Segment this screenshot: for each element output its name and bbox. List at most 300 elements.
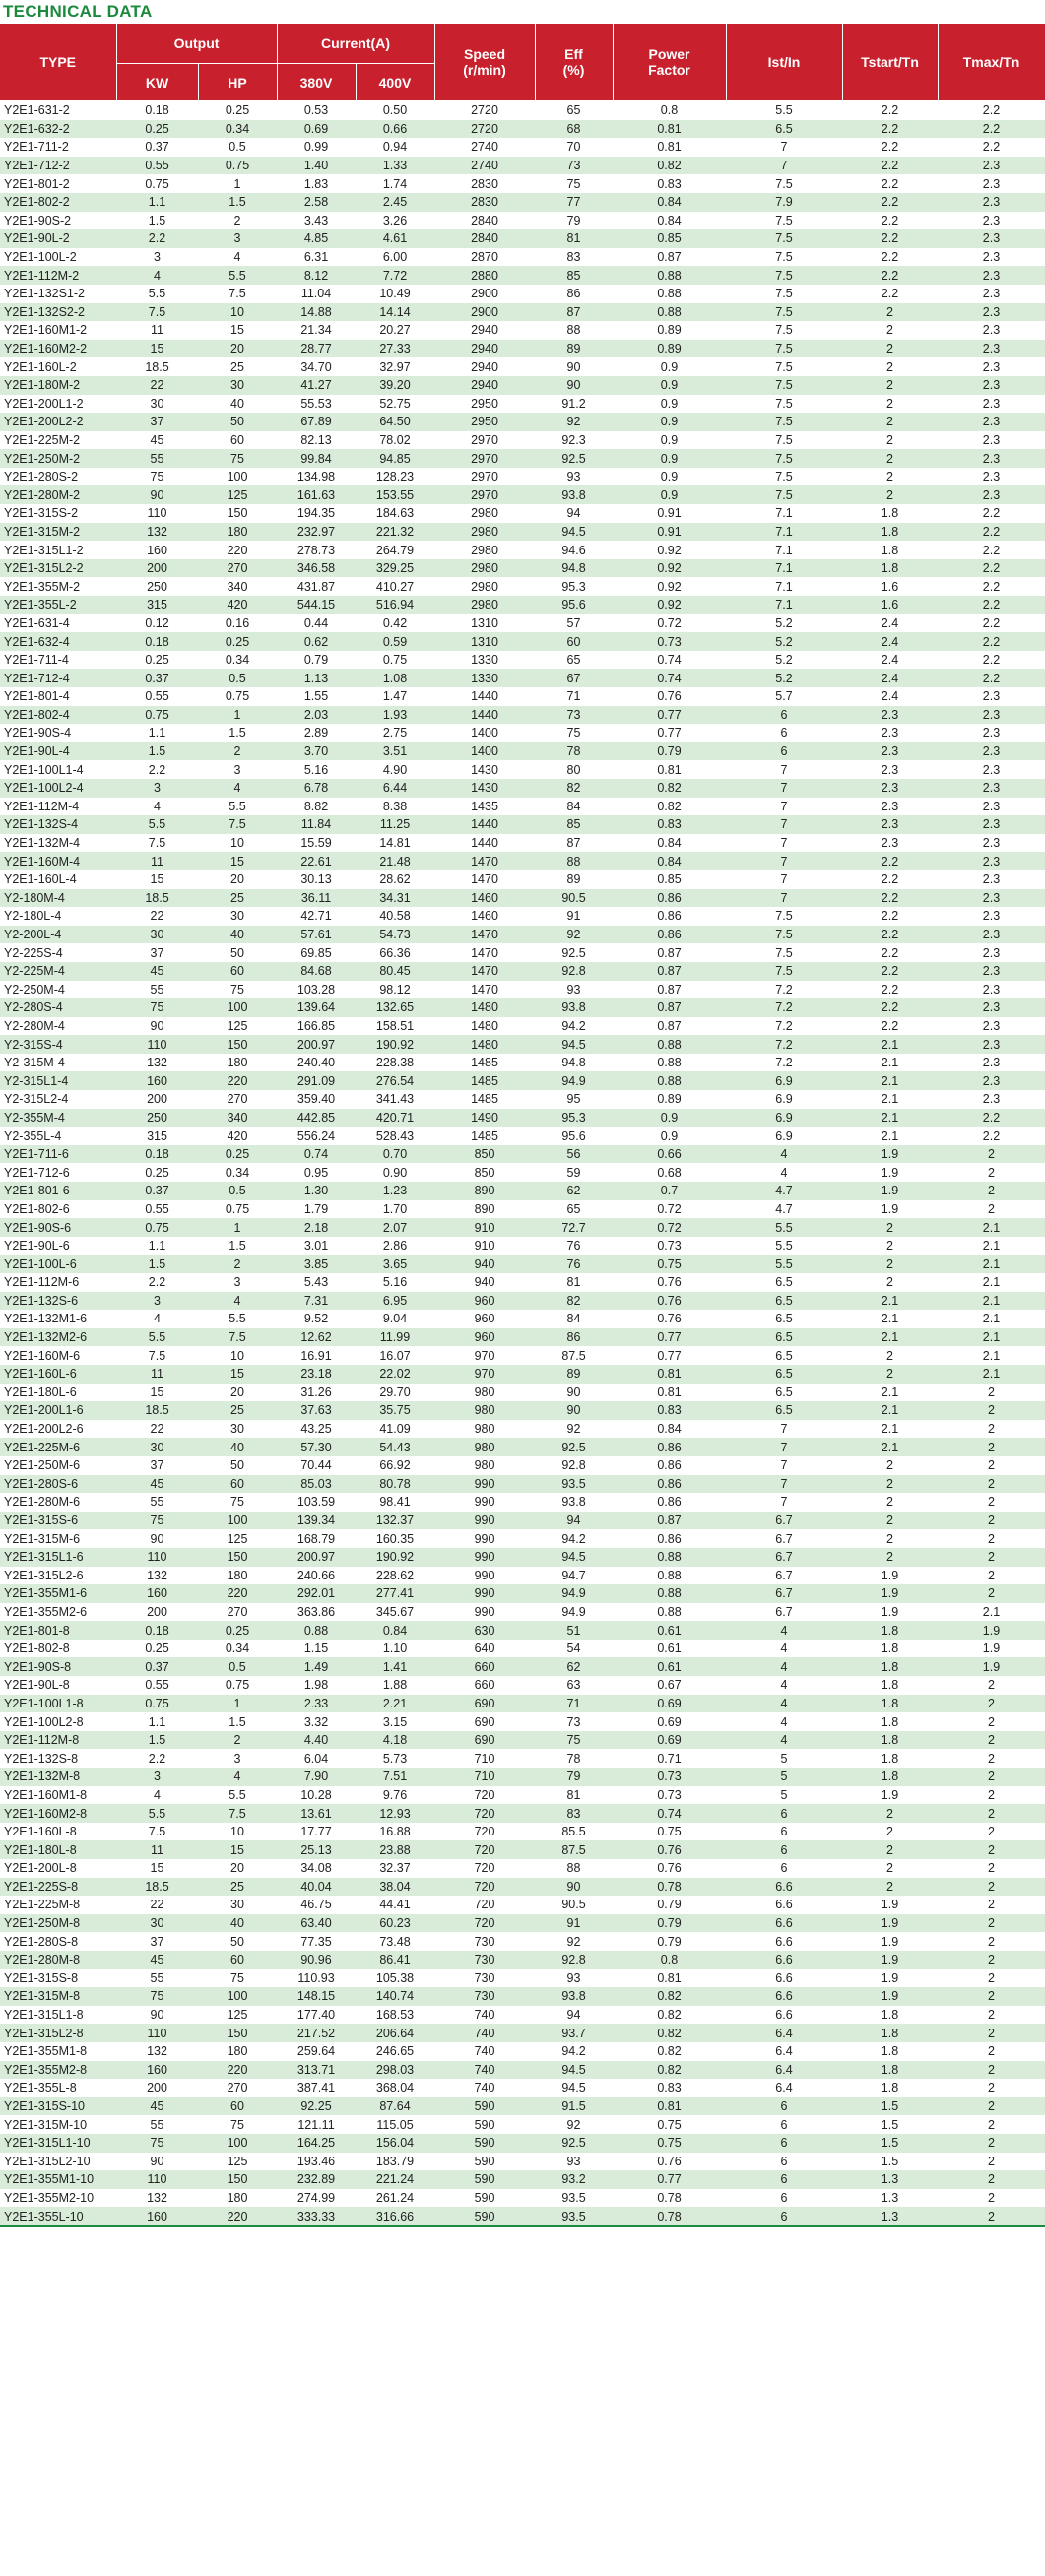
power-factor-cell: 0.69 [613,1731,726,1750]
kw-cell: 15 [116,870,198,889]
tmax-tn-cell: 2 [938,2061,1045,2080]
eff-cell: 93.8 [535,998,613,1017]
type-cell: Y2E1-132M-8 [0,1768,116,1786]
tmax-tn-cell: 2.3 [938,962,1045,981]
kw-cell: 1.5 [116,1255,198,1273]
table-row [0,2006,1045,2025]
tstart-tn-cell: 1.9 [842,1584,938,1603]
tstart-tn-cell: 2 [842,1804,938,1823]
table-row [0,1621,1045,1640]
tstart-tn-cell: 2.4 [842,687,938,706]
kw-cell: 1.1 [116,193,198,212]
power-factor-cell: 0.73 [613,632,726,651]
current-400v-cell: 1.88 [356,1676,434,1695]
speed-cell: 970 [434,1365,535,1384]
speed-cell: 2880 [434,266,535,285]
tmax-tn-cell: 2 [938,1823,1045,1841]
ist-in-cell: 7 [726,1420,842,1439]
tmax-tn-cell: 2.3 [938,193,1045,212]
tstart-tn-cell: 1.8 [842,1712,938,1731]
type-cell: Y2E1-90L-6 [0,1237,116,1256]
hp-cell: 40 [198,395,277,414]
tmax-tn-cell: 2.3 [938,1035,1045,1054]
hp-cell: 125 [198,2006,277,2025]
speed-cell: 1470 [434,852,535,870]
table-row [0,1090,1045,1109]
tmax-tn-cell: 2 [938,2207,1045,2226]
speed-cell: 660 [434,1657,535,1676]
kw-cell: 132 [116,1054,198,1072]
hp-cell: 50 [198,943,277,962]
hp-cell: 0.25 [198,1145,277,1164]
eff-header-line1: Eff [564,46,583,62]
tstart-tn-cell: 2.2 [842,101,938,120]
current-380v-cell: 8.82 [277,798,356,816]
current-380v-cell: 1.15 [277,1640,356,1658]
current-400v-cell: 9.76 [356,1786,434,1805]
hp-cell: 2 [198,1731,277,1750]
tstart-tn-cell: 2.2 [842,285,938,303]
current-400v-cell: 276.54 [356,1071,434,1090]
ist-in-cell: 7.5 [726,468,842,486]
kw-cell: 55 [116,2115,198,2134]
type-cell: Y2E1-315S-2 [0,504,116,523]
eff-cell: 93.5 [535,1475,613,1494]
tstart-tn-cell: 2 [842,449,938,468]
speed-cell: 2940 [434,376,535,395]
ist-in-cell: 6.5 [726,1401,842,1420]
hp-cell: 270 [198,1090,277,1109]
eff-cell: 92.3 [535,431,613,450]
kw-cell: 315 [116,596,198,614]
current-400v-cell: 345.67 [356,1603,434,1622]
ist-in-cell: 7.2 [726,1035,842,1054]
eff-cell: 94.8 [535,1054,613,1072]
table-row [0,1987,1045,2006]
power-factor-cell: 0.85 [613,870,726,889]
hp-cell: 0.75 [198,157,277,175]
power-factor-cell: 0.9 [613,413,726,431]
kw-cell: 22 [116,907,198,926]
table-row [0,1512,1045,1530]
table-row [0,413,1045,431]
current-380v-cell: 240.40 [277,1054,356,1072]
eff-cell: 94.5 [535,1548,613,1567]
kw-cell: 11 [116,852,198,870]
speed-cell: 2840 [434,212,535,230]
hp-cell: 0.75 [198,1200,277,1219]
power-factor-cell: 0.76 [613,1840,726,1859]
current-400v-cell: 3.65 [356,1255,434,1273]
power-factor-cell: 0.9 [613,431,726,450]
type-cell: Y2E1-315M-10 [0,2115,116,2134]
tmax-tn-cell: 2 [938,2079,1045,2097]
type-cell: Y2E1-160L-8 [0,1823,116,1841]
current-400v-cell: 1.41 [356,1657,434,1676]
tstart-tn-cell: 2.1 [842,1090,938,1109]
power-factor-cell: 0.75 [613,1823,726,1841]
type-cell: Y2-180M-4 [0,889,116,908]
power-factor-cell: 0.61 [613,1657,726,1676]
kw-cell: 2.2 [116,1749,198,1768]
power-factor-cell: 0.78 [613,1878,726,1897]
type-cell: Y2-225M-4 [0,962,116,981]
tmax-tn-cell: 2 [938,2006,1045,2025]
eff-cell: 56 [535,1145,613,1164]
power-factor-cell: 0.91 [613,523,726,542]
ist-in-cell: 5 [726,1768,842,1786]
tstart-tn-cell: 2.4 [842,651,938,670]
hp-cell: 1.5 [198,724,277,742]
type-cell: Y2E1-355L-10 [0,2207,116,2226]
type-cell: Y2E1-132S2-2 [0,303,116,322]
power-factor-cell: 0.79 [613,1914,726,1933]
ist-in-cell: 6.9 [726,1109,842,1127]
type-cell: Y2E1-355M1-8 [0,2042,116,2061]
speed-cell: 1310 [434,632,535,651]
tstart-tn-cell: 1.9 [842,1145,938,1164]
eff-cell: 81 [535,1273,613,1292]
ist-in-cell: 4 [726,1712,842,1731]
ist-in-cell: 4.7 [726,1182,842,1200]
current-400v-cell: 190.92 [356,1548,434,1567]
power-factor-cell: 0.77 [613,706,726,725]
power-factor-cell: 0.89 [613,340,726,358]
speed-cell: 1470 [434,962,535,981]
table-row [0,1182,1045,1200]
current-380v-cell: 85.03 [277,1475,356,1494]
current-400v-cell: 1.10 [356,1640,434,1658]
ist-in-cell: 7.2 [726,981,842,999]
kw-cell: 110 [116,1548,198,1567]
tstart-tn-cell: 1.8 [842,2079,938,2097]
hp-cell: 0.34 [198,1640,277,1658]
table-row [0,1603,1045,1622]
speed-cell: 720 [434,1786,535,1805]
current-380v-cell: 1.13 [277,669,356,687]
tstart-tn-header: Tstart/Tn [842,24,938,101]
hp-cell: 0.25 [198,1621,277,1640]
tmax-tn-cell: 2 [938,1145,1045,1164]
current-380v-cell: 57.30 [277,1438,356,1456]
current-400v-cell: 78.02 [356,431,434,450]
current-400v-cell: 32.37 [356,1859,434,1878]
tmax-tn-cell: 2 [938,1493,1045,1512]
type-cell: Y2E1-315M-8 [0,1987,116,2006]
type-cell: Y2E1-160M-4 [0,852,116,870]
type-cell: Y2-180L-4 [0,907,116,926]
speed-cell: 1480 [434,1035,535,1054]
power-factor-cell: 0.84 [613,1420,726,1439]
tmax-tn-cell: 2 [938,1567,1045,1585]
current-400v-cell: 21.48 [356,852,434,870]
eff-cell: 63 [535,1676,613,1695]
speed-cell: 2940 [434,340,535,358]
current-400v-cell: 316.66 [356,2207,434,2226]
power-factor-cell: 0.82 [613,2006,726,2025]
table-row [0,303,1045,322]
tmax-tn-cell: 2 [938,1859,1045,1878]
table-row [0,1567,1045,1585]
current-400v-cell: 261.24 [356,2189,434,2208]
current-380v-cell: 2.33 [277,1695,356,1713]
ist-in-cell: 6 [726,2207,842,2226]
speed-cell: 980 [434,1420,535,1439]
current-380v-cell: 217.52 [277,2024,356,2042]
eff-cell: 94 [535,1512,613,1530]
current-380v-cell: 259.64 [277,2042,356,2061]
current-380v-cell: 200.97 [277,1035,356,1054]
tmax-tn-cell: 2.3 [938,1054,1045,1072]
tmax-tn-cell: 2 [938,1200,1045,1219]
kw-cell: 0.37 [116,138,198,157]
current-380v-cell: 0.69 [277,120,356,139]
power-factor-cell: 0.9 [613,485,726,504]
table-row [0,981,1045,999]
ist-in-cell: 5 [726,1786,842,1805]
table-row [0,2024,1045,2042]
table-row [0,1840,1045,1859]
power-factor-cell: 0.88 [613,1603,726,1622]
eff-cell: 92 [535,926,613,944]
speed-cell: 1440 [434,815,535,834]
speed-cell: 740 [434,2006,535,2025]
hp-cell: 40 [198,926,277,944]
ist-in-cell: 7 [726,870,842,889]
current-400v-cell: 516.94 [356,596,434,614]
power-factor-cell: 0.92 [613,541,726,559]
current-380v-cell: 67.89 [277,413,356,431]
ist-in-cell: 6.5 [726,1346,842,1365]
hp-cell: 125 [198,485,277,504]
eff-cell: 86 [535,1328,613,1347]
power-factor-cell: 0.67 [613,1676,726,1695]
kw-cell: 90 [116,1529,198,1548]
ist-in-cell: 6 [726,2134,842,2153]
eff-cell: 85.5 [535,1823,613,1841]
speed-cell: 590 [434,2115,535,2134]
tmax-tn-cell: 2.3 [938,413,1045,431]
current-380v-cell: 193.46 [277,2153,356,2171]
current-380v-cell: 0.62 [277,632,356,651]
tmax-tn-cell: 2.2 [938,504,1045,523]
table-row [0,1328,1045,1347]
current-400v-cell: 22.02 [356,1365,434,1384]
tmax-tn-cell: 2 [938,1951,1045,1969]
current-400v-cell: 246.65 [356,2042,434,2061]
tstart-tn-cell: 2.2 [842,120,938,139]
tmax-tn-cell: 2.1 [938,1273,1045,1292]
table-row [0,174,1045,193]
eff-cell: 94.9 [535,1584,613,1603]
type-cell: Y2E1-631-2 [0,101,116,120]
eff-cell: 92.5 [535,2134,613,2153]
power-factor-cell: 0.82 [613,2024,726,2042]
ist-in-header: Ist/In [726,24,842,101]
ist-in-cell: 5.5 [726,1237,842,1256]
speed-cell: 2980 [434,541,535,559]
current-380v-cell: 359.40 [277,1090,356,1109]
type-cell: Y2E1-711-4 [0,651,116,670]
hp-cell: 0.25 [198,632,277,651]
hp-cell: 1 [198,706,277,725]
tmax-tn-cell: 2.1 [938,1292,1045,1311]
speed-cell: 720 [434,1840,535,1859]
table-row [0,926,1045,944]
ist-in-cell: 6.7 [726,1603,842,1622]
eff-cell: 73 [535,157,613,175]
speed-cell: 690 [434,1712,535,1731]
hp-cell: 340 [198,1109,277,1127]
tstart-tn-cell: 2.3 [842,706,938,725]
table-row [0,1548,1045,1567]
current-400v-cell: 7.51 [356,1768,434,1786]
tmax-tn-cell: 2.3 [938,1090,1045,1109]
hp-cell: 0.5 [198,1182,277,1200]
current-380v-cell: 4.85 [277,229,356,248]
type-cell: Y2E1-280M-2 [0,485,116,504]
power-factor-cell: 0.81 [613,1384,726,1402]
speed-cell: 1485 [434,1071,535,1090]
current-400v-cell: 73.48 [356,1932,434,1951]
current-380v-cell: 0.99 [277,138,356,157]
hp-cell: 150 [198,2024,277,2042]
speed-cell: 720 [434,1804,535,1823]
kw-cell: 5.5 [116,285,198,303]
type-cell: Y2-315S-4 [0,1035,116,1054]
power-factor-cell: 0.86 [613,926,726,944]
eff-cell: 92.8 [535,962,613,981]
power-factor-cell: 0.86 [613,1493,726,1512]
current-380v-cell: 46.75 [277,1896,356,1914]
table-row [0,1438,1045,1456]
speed-cell: 1470 [434,981,535,999]
power-factor-cell: 0.79 [613,742,726,761]
ist-in-cell: 4 [726,1731,842,1750]
power-factor-cell: 0.74 [613,651,726,670]
power-factor-cell: 0.83 [613,1401,726,1420]
table-row [0,1365,1045,1384]
hp-cell: 30 [198,1896,277,1914]
speed-cell: 850 [434,1163,535,1182]
type-cell: Y2E1-250M-6 [0,1456,116,1475]
current-380v-cell: 36.11 [277,889,356,908]
eff-cell: 93.2 [535,2170,613,2189]
current-380v-cell: 7.31 [277,1292,356,1311]
current-380v-cell: 139.34 [277,1512,356,1530]
eff-cell: 95.6 [535,1127,613,1145]
eff-cell: 93 [535,1969,613,1988]
type-cell: Y2E1-112M-2 [0,266,116,285]
hp-cell: 5.5 [198,1310,277,1328]
ist-in-cell: 7.1 [726,504,842,523]
tmax-tn-header: Tmax/Tn [938,24,1045,101]
type-cell: Y2E1-160L-6 [0,1365,116,1384]
table-row [0,706,1045,725]
table-row [0,1914,1045,1933]
ist-in-cell: 7.5 [726,376,842,395]
current-380v-cell: 6.78 [277,779,356,798]
kw-cell: 4 [116,798,198,816]
ist-in-cell: 7 [726,889,842,908]
type-cell: Y2E1-100L2-4 [0,779,116,798]
tstart-tn-cell: 2.1 [842,1292,938,1311]
ist-in-cell: 7 [726,798,842,816]
current-380v-cell: 25.13 [277,1840,356,1859]
hp-cell: 0.34 [198,651,277,670]
tstart-tn-cell: 2 [842,1859,938,1878]
tmax-tn-cell: 2.3 [938,303,1045,322]
kw-cell: 160 [116,541,198,559]
eff-cell: 79 [535,212,613,230]
power-factor-cell: 0.72 [613,614,726,633]
current-380v-cell: 232.89 [277,2170,356,2189]
current-400v-cell: 1.47 [356,687,434,706]
tmax-tn-cell: 2.3 [938,706,1045,725]
table-row [0,1640,1045,1658]
table-row [0,1749,1045,1768]
speed-cell: 990 [434,1493,535,1512]
power-factor-cell: 0.9 [613,1109,726,1127]
eff-cell: 90.5 [535,1896,613,1914]
current-380v-cell: 6.31 [277,248,356,267]
power-factor-cell: 0.61 [613,1621,726,1640]
hp-cell: 5.5 [198,266,277,285]
tstart-tn-cell: 1.8 [842,2042,938,2061]
eff-cell: 87.5 [535,1840,613,1859]
kw-cell: 45 [116,1951,198,1969]
current-400v-cell: 2.75 [356,724,434,742]
table-row [0,2189,1045,2208]
tmax-tn-cell: 2 [938,1548,1045,1567]
power-factor-cell: 0.84 [613,193,726,212]
ist-in-cell: 4 [726,1621,842,1640]
hp-cell: 220 [198,541,277,559]
type-cell: Y2E1-225S-8 [0,1878,116,1897]
title-bar [0,0,1045,24]
tmax-tn-cell: 2.2 [938,596,1045,614]
tmax-tn-cell: 2 [938,1987,1045,2006]
eff-cell: 84 [535,798,613,816]
kw-cell: 0.25 [116,651,198,670]
type-cell: Y2-355M-4 [0,1109,116,1127]
kw-cell: 18.5 [116,357,198,376]
tmax-tn-cell: 2.3 [938,340,1045,358]
tmax-tn-cell: 2.2 [938,669,1045,687]
type-cell: Y2E1-355L-2 [0,596,116,614]
kw-cell: 160 [116,2061,198,2080]
ist-in-cell: 6.4 [726,2042,842,2061]
eff-cell: 91 [535,907,613,926]
tmax-tn-cell: 2 [938,1456,1045,1475]
eff-cell: 62 [535,1182,613,1200]
speed-cell: 720 [434,1896,535,1914]
current-400v-cell: 23.88 [356,1840,434,1859]
tstart-tn-cell: 2.2 [842,266,938,285]
table-row [0,1859,1045,1878]
ist-in-cell: 7.5 [726,303,842,322]
ist-in-cell: 5.2 [726,651,842,670]
current-380v-cell: 84.68 [277,962,356,981]
current-400v-cell: 221.32 [356,523,434,542]
eff-cell: 83 [535,248,613,267]
kw-cell: 45 [116,1475,198,1494]
speed-cell: 980 [434,1401,535,1420]
eff-cell: 94.6 [535,541,613,559]
kw-cell: 3 [116,779,198,798]
current-400v-cell: 0.84 [356,1621,434,1640]
hp-cell: 10 [198,1346,277,1365]
